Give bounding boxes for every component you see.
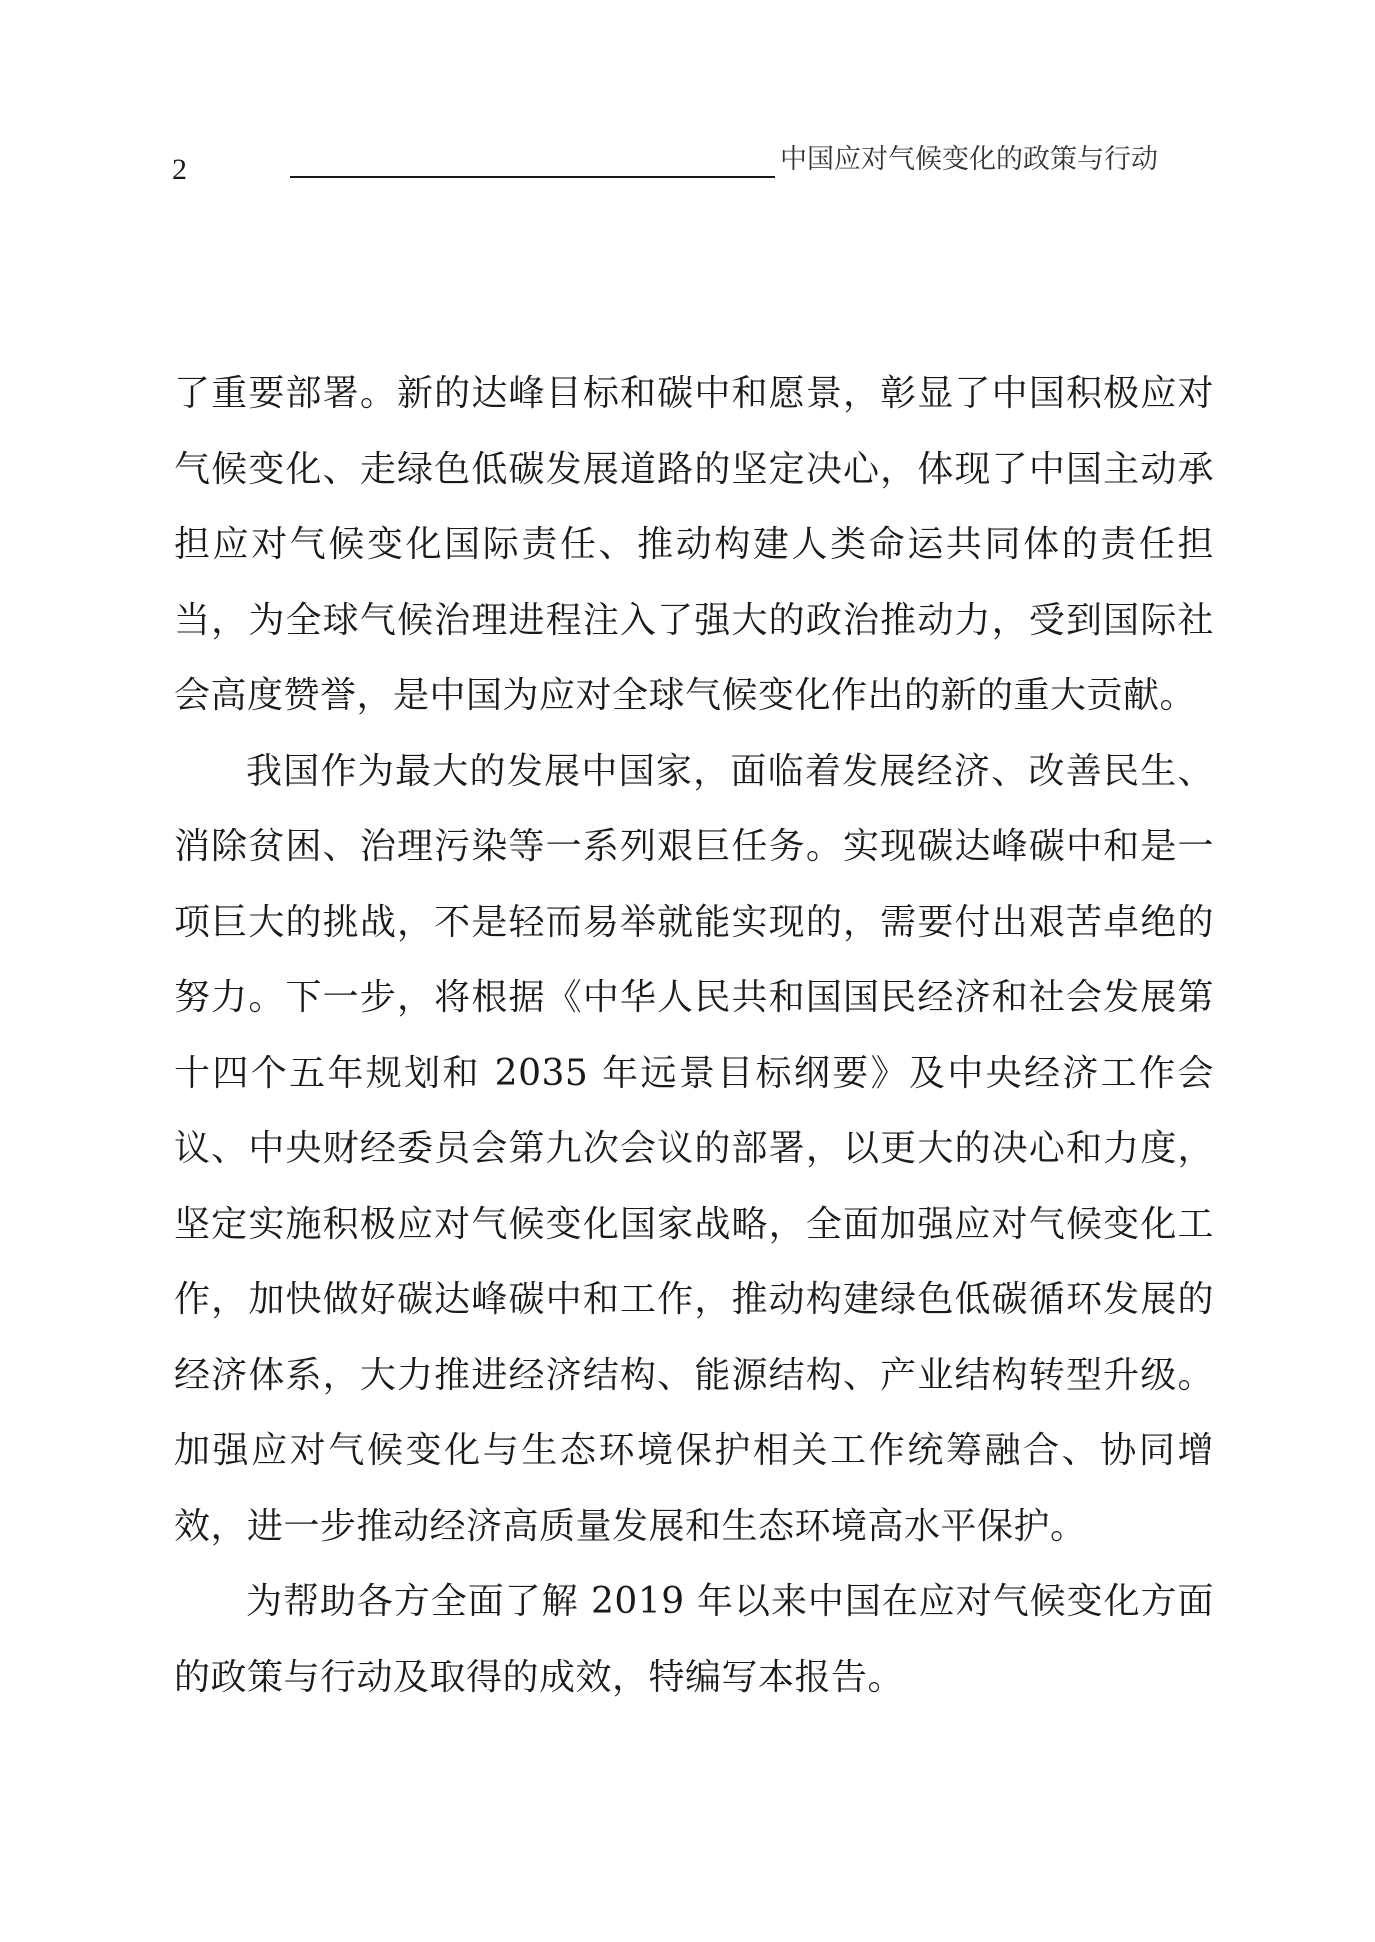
running-title: 中国应对气候变化的政策与行动	[780, 144, 1158, 175]
page-number: 2	[172, 153, 187, 186]
paragraph: 为帮助各方全面了解 2019 年以来中国在应对气候变化方面的政策与行动及取得的成效，特编写本报告。	[174, 1581, 1214, 1698]
header-rule	[290, 176, 775, 178]
paragraph-continued: 了重要部署。新的达峰目标和碳中和愿景，彰显了中国积极应对气候变化、走绿色低碳发展道路的坚定决心，体现了中国主动承担应对气候变化国际责任、推动构建人类命运共同体的责任担当，为全球气候治理进程注入了强大的政治推动力，受到国际社会高度赞誉，是中国为应对全球气候变化作出的新的重大贡献。	[174, 373, 1214, 716]
body-text	[174, 356, 1214, 1715]
paragraph: 我国作为最大的发展中国家，面临着发展经济、改善民生、消除贫困、治理污染等一系列艰巨任务。实现碳达峰碳中和是一项巨大的挑战，不是轻而易举就能实现的，需要付出艰苦卓绝的努力。下一步，将根据《中华人民共和国国民经济和社会发展第十四个五年规划和 2035 年远景目标纲要》及中央经济工作会议、中央财经委员会第九次会议的部署，以更大的决心和力度，坚定实施积极应对气候变化国家战略，全面加强应对气候变化工作，加快做好碳达峰碳中和工作，推动构建绿色低碳循环发展的经济体系，大力推进经济结构、能源结构、产业结构转型升级。加强应对气候变化与生态环境保护相关工作统筹融合、协同增效，进一步推动经济高质量发展和生态环境高水平保护。	[174, 750, 1214, 1547]
